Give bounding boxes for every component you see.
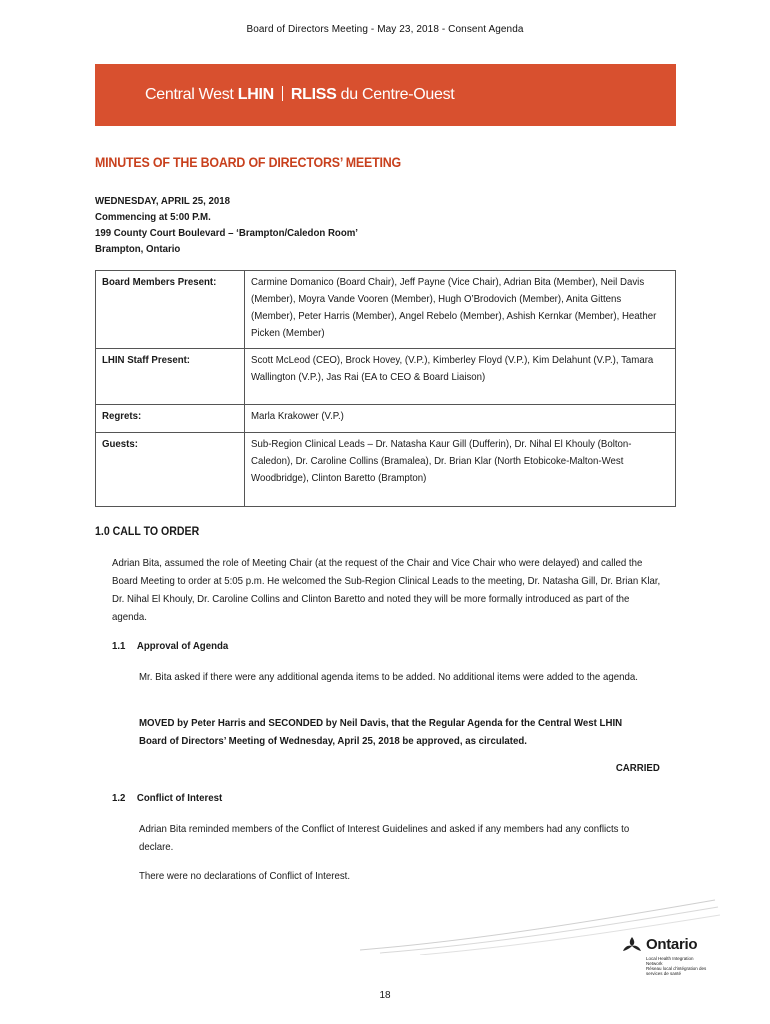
- running-header: Board of Directors Meeting - May 23, 2018 - Consent Agenda: [246, 24, 524, 35]
- meeting-info: [95, 193, 381, 257]
- meeting-location: 199 County Court Boulevard – ‘Brampton/Caledon Room’: [95, 227, 359, 239]
- document-title: MINUTES OF THE BOARD OF DIRECTORS’ MEETING: [95, 155, 402, 170]
- table-row: [96, 433, 676, 507]
- attendance-table: [95, 270, 676, 507]
- table-row: [96, 405, 676, 433]
- page-number: 18: [379, 990, 391, 1001]
- banner-logo-text: Central West LHIN RLISS du Centre-Ouest: [145, 86, 455, 103]
- row-value: Sub-Region Clinical Leads – Dr. Natasha Kaur Gill (Dufferin), Dr. Nihal El Khouly (Bolton-Caledon), Dr. Caroline Collins (Bramalea), Dr. Brian Klar (North Etobicoke-Malton-West Woodbridge), Clinton Baretto (Brampton): [244, 433, 675, 507]
- conflict-text-1: Adrian Bita reminded members of the Conflict of Interest Guidelines and asked if any members had any conflicts to declare.: [139, 823, 630, 853]
- lhin-banner: [95, 64, 676, 126]
- ontario-wordmark: Ontario: [646, 936, 698, 953]
- table-row: [96, 271, 676, 349]
- ontario-tagline: Local Health Integration Network Réseau local d’intégration des services de santé: [646, 956, 707, 976]
- carried-label: CARRIED: [615, 762, 660, 774]
- meeting-date: WEDNESDAY, APRIL 25, 2018: [95, 195, 230, 207]
- approval-agenda-text: Mr. Bita asked if there were any additional agenda items to be added. No additional items were added to the agenda.: [139, 671, 638, 683]
- row-value: Scott McLeod (CEO), Brock Hovey, (V.P.), Kimberley Floyd (V.P.), Kim Delahunt (V.P.), Tamara Wallington (V.P.), Jas Rai (EA to CEO & Board Liaison): [244, 349, 675, 405]
- table-row: [96, 349, 676, 405]
- conflict-text-2: There were no declarations of Conflict of Interest.: [139, 870, 351, 882]
- row-label: Guests:: [96, 433, 245, 507]
- meeting-time: Commencing at 5:00 P.M.: [95, 211, 211, 223]
- trillium-icon: [620, 934, 644, 958]
- subsection-heading-approval-of-agenda: 1.1 Approval of Agenda: [112, 640, 229, 652]
- row-label: Regrets:: [96, 405, 245, 433]
- section-heading-call-to-order: 1.0 CALL TO ORDER: [95, 526, 200, 538]
- row-value: Marla Krakower (V.P.): [244, 405, 675, 433]
- ontario-logo: [620, 932, 710, 982]
- subsection-heading-conflict-of-interest: 1.2 Conflict of Interest: [112, 792, 223, 804]
- row-value: Carmine Domanico (Board Chair), Jeff Payne (Vice Chair), Adrian Bita (Member), Neil Davis (Member), Moyra Vande Vooren (Member), Hugh O’Brodovich (Member), Anita Gittens (Member), Peter Harris (Member), Angel Rebelo (Member), Ashish Kernkar (Member), Heather Picken (Member): [244, 271, 675, 349]
- call-to-order-text: Adrian Bita, assumed the role of Meeting Chair (at the request of the Chair and Vice Chair who were delayed) and called the Board Meeting to order at 5:05 p.m. He welcomed the Sub-Region Clinical Leads to the meeting, Dr. Natasha Gill, Dr. Brian Klar, Dr. Nihal El Khouly, Dr. Caroline Collins and Clinton Baretto and noted they will be more formally introduced as part of the agenda.: [112, 557, 661, 623]
- row-label: Board Members Present:: [96, 271, 245, 349]
- motion-text: MOVED by Peter Harris and SECONDED by Neil Davis, that the Regular Agenda for the Central West LHIN Board of Directors’ Meeting of Wednesday, April 25, 2018 be approved, as circulated.: [139, 717, 623, 747]
- meeting-city: Brampton, Ontario: [95, 243, 181, 255]
- banner-divider: [282, 86, 283, 101]
- row-label: LHIN Staff Present:: [96, 349, 245, 405]
